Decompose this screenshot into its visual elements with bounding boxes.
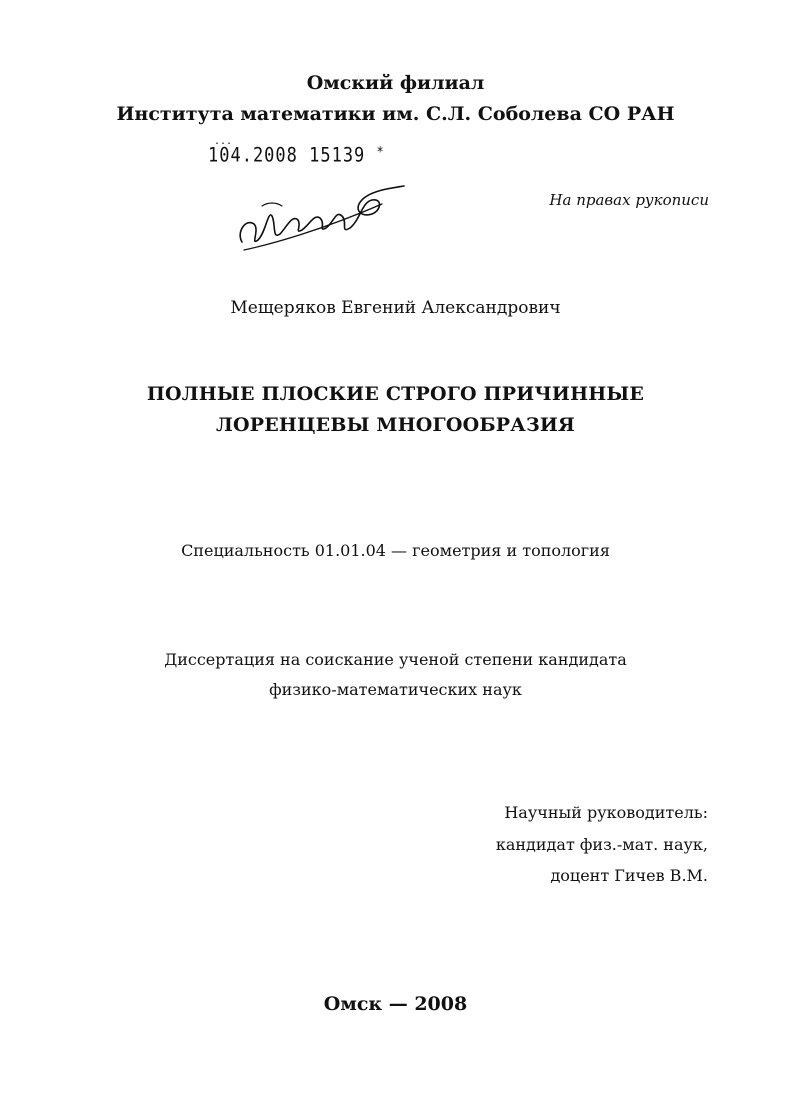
- registry-number: 104.2008 15139: [208, 144, 366, 167]
- dissertation-title-line-1: ПОЛНЫЕ ПЛОСКИЕ СТРОГО ПРИЧИННЫЕ: [146, 383, 645, 405]
- institute-full-name: Института математики им. С.Л. Соболева СО РАН: [116, 103, 675, 125]
- author-name: Мещеряков Евгений Александрович: [230, 298, 561, 318]
- advisor-heading: Научный руководитель:: [504, 803, 708, 822]
- advisor-name: доцент Гичев В.М.: [550, 866, 708, 885]
- author-signature: [232, 180, 412, 260]
- degree-statement-line-1: Диссертация на соискание ученой степени кандидата: [164, 650, 627, 669]
- degree-statement-line-2: физико-математических наук: [269, 680, 522, 699]
- specialty: Специальность 01.01.04 — геометрия и топология: [181, 541, 610, 560]
- registry-stamp: [208, 144, 385, 167]
- institution-name: Омский филиал: [306, 72, 485, 94]
- stamp-tail-mark: *: [376, 144, 385, 161]
- manuscript-note: На правах рукописи: [549, 191, 709, 209]
- city-year: Омск — 2008: [323, 993, 468, 1015]
- dissertation-title-line-2: ЛОРЕНЦЕВЫ МНОГООБРАЗИЯ: [216, 414, 575, 436]
- advisor-degree: кандидат физ.-мат. наук,: [495, 835, 708, 854]
- stamp-marks: ...: [214, 136, 233, 147]
